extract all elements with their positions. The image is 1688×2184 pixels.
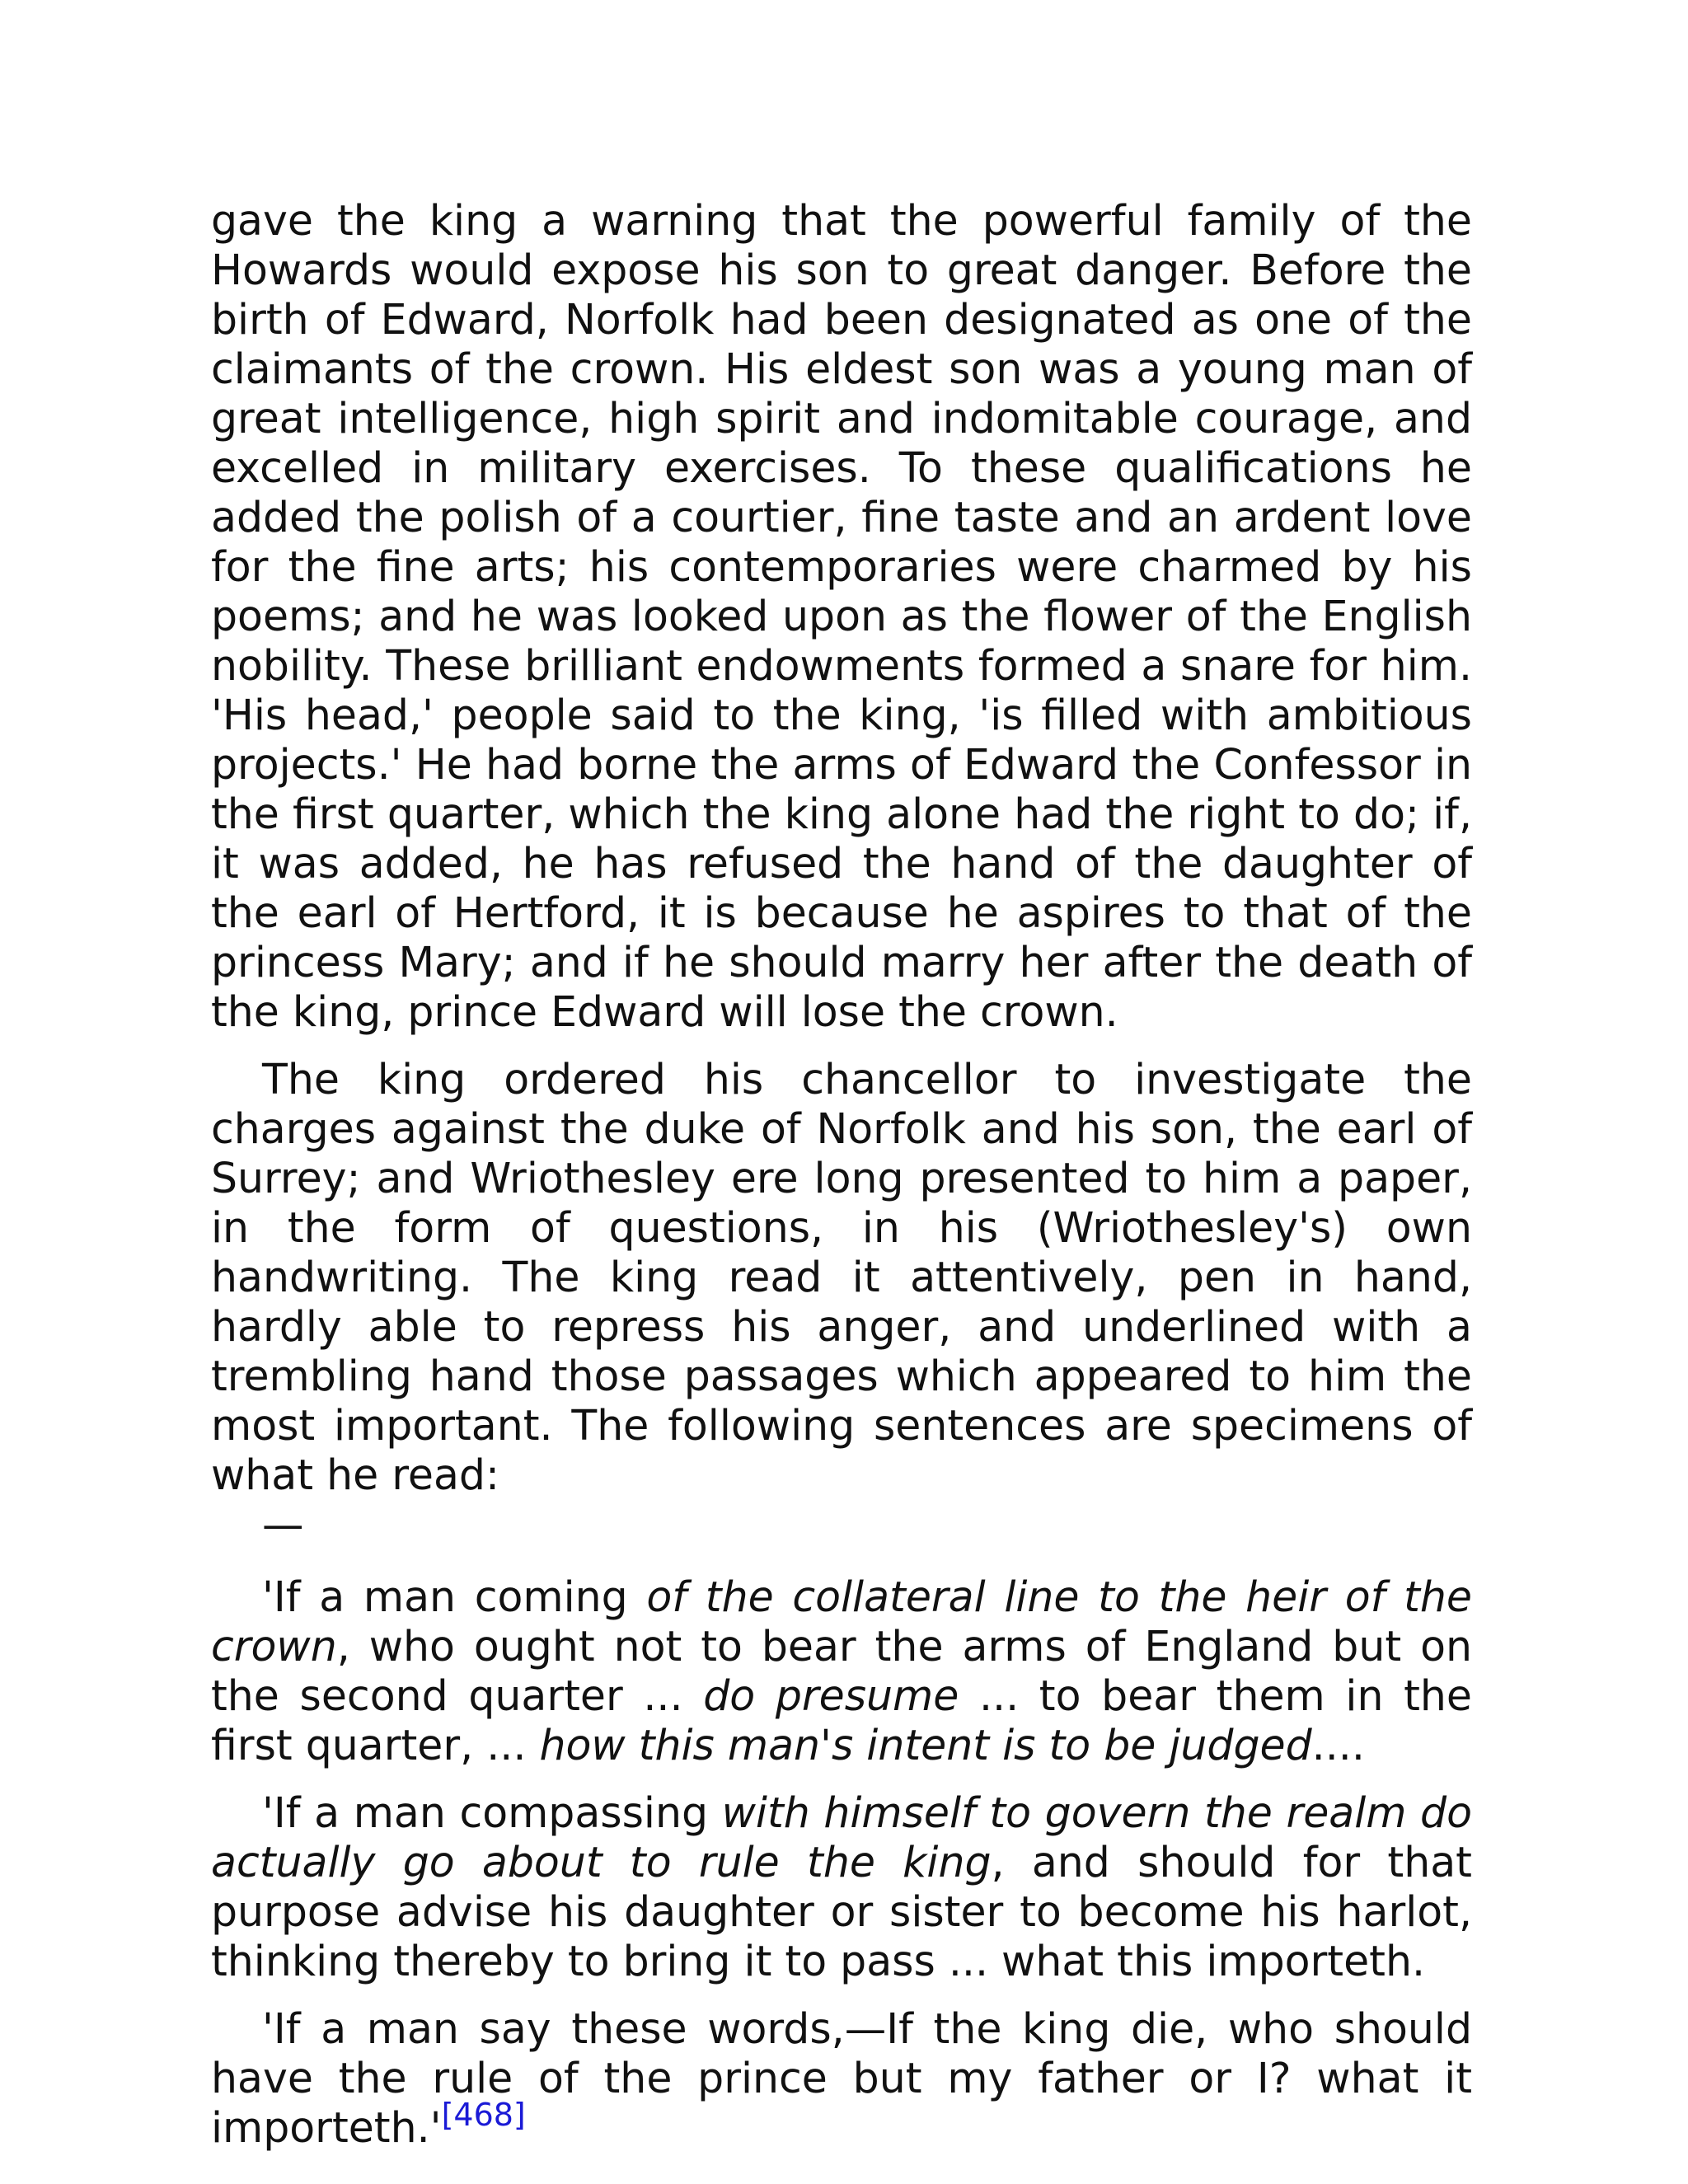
em-dash: —: [262, 1500, 304, 1549]
quote-arms-of-england: [211, 1572, 1472, 1770]
quote-govern-realm: [211, 1788, 1472, 1986]
paragraph-chancellor-investigation: [211, 1055, 1472, 1549]
quote-italic: do presume: [703, 1671, 959, 1720]
document-page: [211, 196, 1472, 2153]
quote-text: 'If a man coming: [262, 1572, 647, 1621]
footnote-link[interactable]: [468]: [441, 2097, 526, 2133]
quote-text: ... to bear them in the first quarter, ...: [211, 1671, 1472, 1769]
quote-king-die: [211, 2004, 1472, 2153]
quote-italic: how this man's intent is to be judged: [539, 1721, 1312, 1769]
quote-text: 'If a man compassing: [262, 1788, 722, 1837]
quote-italic: with himself to govern the realm do actually go about to rule the king: [211, 1788, 1472, 1886]
paragraph-text: The king ordered his chancellor to investigate the charges against the duke of Norfolk and his son, the earl of Surrey; and Wriothesley ere long presented to him a paper, in the form of questions, in his (Wriothesley's) own handwriting. The king read it attentively, pen in hand, hardly able to repress his anger, and underlined with a trembling hand those passages which appeared to him the most important. The following sentences are specimens of what he read:: [211, 1055, 1472, 1499]
quote-text: ....: [1311, 1721, 1365, 1769]
quote-text: 'If a man say these words,—If the king die, who should have the rule of the prince but my father or I? what it importeth.': [211, 2004, 1472, 2152]
quote-text: , who ought not to bear the arms of England but on the second quarter ...: [211, 1622, 1472, 1720]
quote-text: , and should for that purpose advise his daughter or sister to become his harlot, thinking thereby to bring it to pass ... what this importeth.: [211, 1838, 1472, 1985]
quote-italic: of the collateral line to the heir of the crown: [211, 1572, 1472, 1671]
paragraph-continuation: gave the king a warning that the powerful family of the Howards would expose his son to great danger. Before the birth of Edward, Norfolk had been designated as one of the claimants of the crown. His eldest son was a young man of great intelligence, high spirit and indomitable courage, and excelled in military exercises. To these qualifications he added the polish of a courtier, fine taste and an ardent love for the fine arts; his contemporaries were charmed by his poems; and he was looked upon as the flower of the English nobility. These brilliant endowments formed a snare for him. 'His head,' people said to the king, 'is filled with ambitious projects.' He had borne the arms of Edward the Confessor in the first quarter, which the king alone had the right to do; if, it was added, he has refused the hand of the daughter of the earl of Hertford, it is because he aspires to that of the princess Mary; and if he should marry her after the death of the king, prince Edward will lose the crown.: [211, 196, 1472, 1036]
